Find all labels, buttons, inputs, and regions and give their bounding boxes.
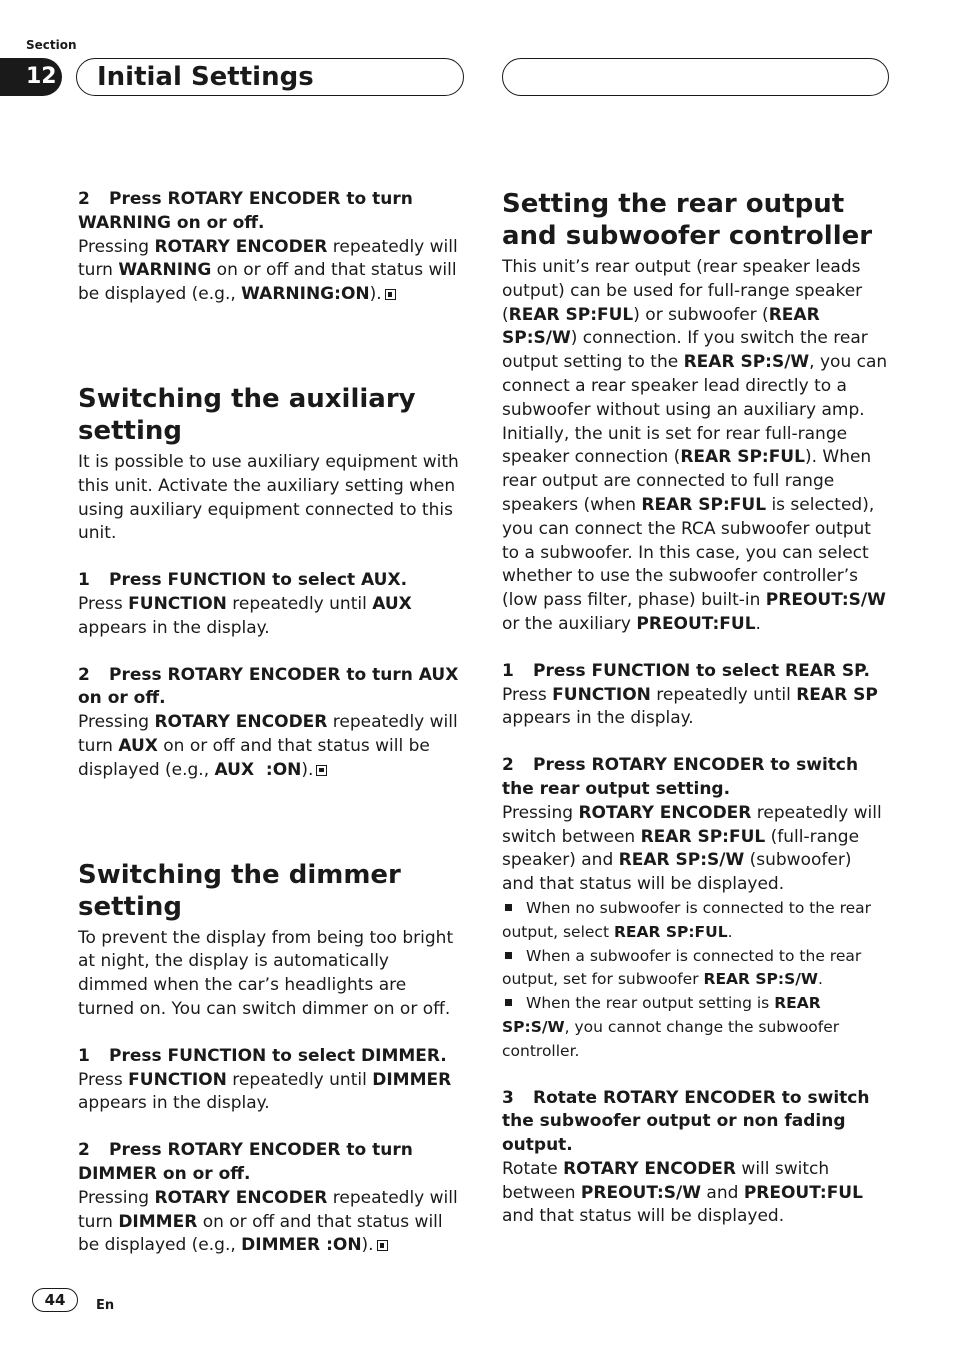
rear-step-1-title: 1 Press FUNCTION to select REAR SP. xyxy=(502,660,870,681)
rear-output-paragraph-2: Initially, the unit is set for rear full-range speaker connection (REAR SP:FUL). When rear output are connected to full range speakers (when REAR SP:FUL is selected), you can connect the RCA subwoofer output to a subwoofer. In this case, you can select whether to use the subwoofer controller’s (low pass filter, phase) built-in PREOUT:S/W or the auxiliary PREOUT:FUL. xyxy=(502,423,886,634)
dimmer-step-2-title: 2 Press ROTARY ENCODER to turn DIMMER on or off. xyxy=(78,1140,413,1184)
dimmer-description: To prevent the display from being too bright at night, the display is automatically dimmed when the car’s headlights are turned on. You can switch dimmer on or off. xyxy=(78,927,454,1019)
dimmer-heading: Switching the dimmer setting xyxy=(78,859,401,922)
bullet-icon xyxy=(505,952,512,959)
warning-step-2-title: 2 Press ROTARY ENCODER to turn WARNING on or off. xyxy=(78,189,413,233)
rear-output-heading: Setting the rear output and subwoofer controller xyxy=(502,189,873,251)
aux-description: It is possible to use auxiliary equipment with this unit. Activate the auxiliary setting when using auxiliary equipment connected to this unit. xyxy=(78,451,459,544)
left-column xyxy=(78,188,464,1258)
rear-step-3-body: Rotate ROTARY ENCODER will switch between PREOUT:S/W and PREOUT:FUL and that status will be displayed. xyxy=(502,1158,863,1227)
section-label: Section xyxy=(26,38,77,52)
rear-step-2-title: 2 Press ROTARY ENCODER to switch the rear output setting. xyxy=(502,755,859,799)
warning-step-2-body: Pressing ROTARY ENCODER repeatedly will turn WARNING on or off and that status will be displayed (e.g., WARNING:ON). xyxy=(78,236,458,305)
bullet-icon xyxy=(505,904,512,911)
section-number: 12 xyxy=(0,58,62,96)
end-mark-icon xyxy=(316,765,327,776)
rear-output-paragraph-1: This unit’s rear output (rear speaker leads output) can be used for full-range speaker (REAR SP:FUL) or subwoofer (REAR SP:S/W) connection. If you switch the rear output setting to the REAR SP:S/W, you can connect a rear speaker lead directly to a subwoofer without using an auxiliary amp. xyxy=(502,257,888,420)
note-3: When the rear output setting is REAR SP:S/W, you cannot change the subwoofer controller. xyxy=(502,994,840,1060)
section-title: Initial Settings xyxy=(76,58,464,96)
rear-step-1-body: Press FUNCTION repeatedly until REAR SP appears in the display. xyxy=(502,684,878,729)
note-1: When no subwoofer is connected to the rear output, select REAR SP:FUL. xyxy=(502,898,872,941)
dimmer-step-2-body: Pressing ROTARY ENCODER repeatedly will turn DIMMER on or off and that status will be displayed (e.g., DIMMER :ON). xyxy=(78,1187,458,1256)
end-mark-icon xyxy=(385,289,396,300)
bullet-icon xyxy=(505,999,512,1006)
language-label: En xyxy=(96,1298,115,1313)
aux-step-1-body: Press FUNCTION repeatedly until AUX appears in the display. xyxy=(78,593,412,638)
right-column xyxy=(502,188,888,1229)
page-number: 44 xyxy=(32,1288,78,1312)
aux-step-2-body: Pressing ROTARY ENCODER repeatedly will turn AUX on or off and that status will be displayed (e.g., AUX :ON). xyxy=(78,712,458,780)
dimmer-step-1-body: Press FUNCTION repeatedly until DIMMER appears in the display. xyxy=(78,1069,452,1114)
rear-step-2-body: Pressing ROTARY ENCODER repeatedly will switch between REAR SP:FUL (full-range speaker) and REAR SP:S/W (subwoofer) and that status will be displayed. xyxy=(502,802,882,895)
aux-heading: Switching the auxiliary setting xyxy=(78,383,416,446)
dimmer-step-1-title: 1 Press FUNCTION to select DIMMER. xyxy=(78,1045,447,1066)
header-blank-box xyxy=(502,58,889,96)
note-2: When a subwoofer is connected to the rear output, set for subwoofer REAR SP:S/W. xyxy=(502,946,862,989)
rear-step-3-title: 3 Rotate ROTARY ENCODER to switch the subwoofer output or non fading output. xyxy=(502,1087,870,1156)
aux-step-2-title: 2 Press ROTARY ENCODER to turn AUX on or off. xyxy=(78,664,459,709)
end-mark-icon xyxy=(377,1240,388,1251)
aux-step-1-title: 1 Press FUNCTION to select AUX. xyxy=(78,570,408,591)
